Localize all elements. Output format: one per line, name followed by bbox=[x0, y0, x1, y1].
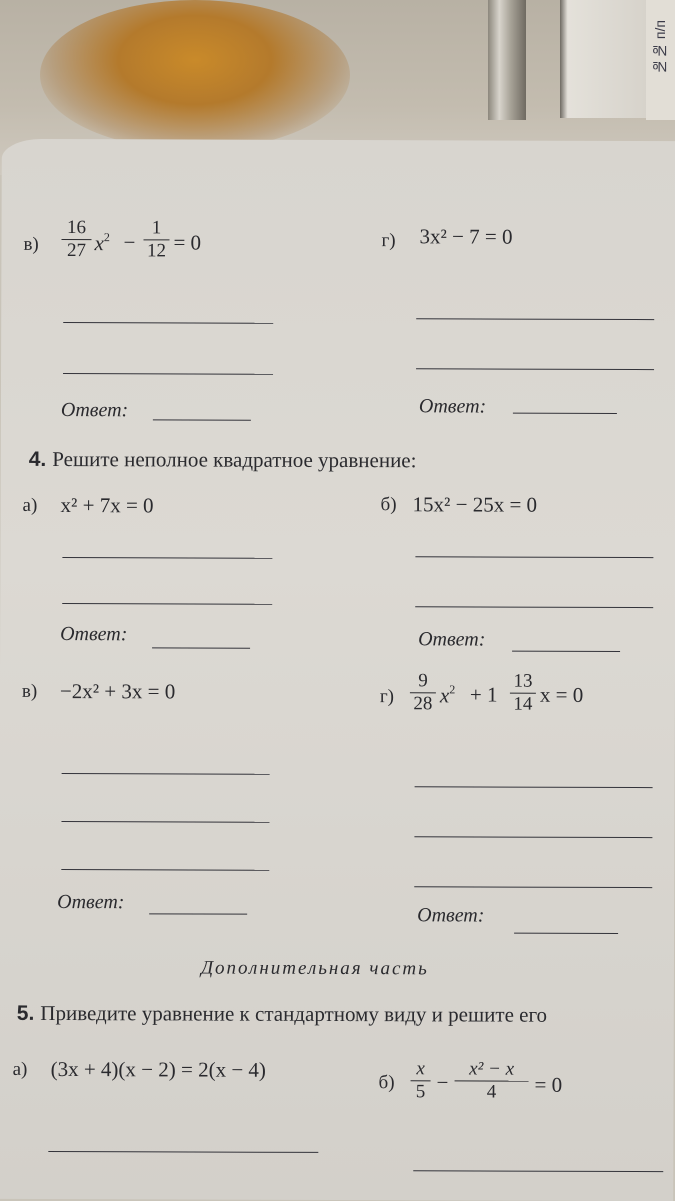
equation-5a: (3x + 4)(x − 2) = 2(x − 4) bbox=[50, 1057, 266, 1082]
answer-blank bbox=[149, 913, 247, 914]
answer-line bbox=[61, 821, 269, 823]
minus-sign: − bbox=[123, 230, 136, 255]
answer-line bbox=[416, 368, 654, 370]
answer-line bbox=[62, 557, 272, 559]
answer-label: Ответ: bbox=[60, 399, 129, 422]
item-label-b: б) bbox=[378, 1072, 395, 1094]
item-label-g: г) bbox=[381, 230, 396, 252]
answer-blank bbox=[152, 647, 250, 648]
minus-sign: − bbox=[436, 1070, 449, 1095]
answer-line bbox=[62, 603, 272, 605]
answer-line bbox=[413, 1170, 663, 1172]
answer-line bbox=[63, 322, 273, 324]
fraction-x2-x-4: $\frac{\text{x² − x}}{4}$ bbox=[454, 1058, 528, 1103]
fraction-1-12: $\frac{1}{12}$ bbox=[143, 217, 169, 262]
equation-4b: 15x² − 25x = 0 bbox=[412, 492, 538, 517]
answer-line bbox=[415, 556, 653, 558]
answer-blank bbox=[514, 933, 618, 934]
answer-blank bbox=[513, 413, 617, 414]
fraction-9-28: $\frac{9}{28}$ bbox=[410, 670, 436, 715]
item-label-a: а) bbox=[12, 1058, 28, 1080]
task-5-heading: 5. Приведите уравнение к стандартному виду и решите его bbox=[16, 1000, 548, 1027]
task-4-heading: 4. Решите неполное квадратное уравнение: bbox=[28, 447, 417, 473]
answer-label: Ответ: bbox=[418, 628, 486, 651]
answer-label: Ответ: bbox=[60, 623, 128, 646]
answer-line bbox=[416, 318, 654, 320]
answer-line bbox=[414, 836, 652, 838]
equation-4a: x² + 7x = 0 bbox=[60, 493, 154, 518]
variable-x: $x^2$ bbox=[94, 230, 110, 256]
extra-section-heading: Дополнительная часть bbox=[200, 957, 429, 980]
answer-label: Ответ: bbox=[418, 395, 487, 418]
fraction-16-27: $\frac{16}{27}$ bbox=[61, 217, 91, 262]
fraction-x-5: $\frac{x}{5}$ bbox=[410, 1058, 430, 1103]
fraction-13-14: $\frac{13}{14}$ bbox=[510, 671, 536, 716]
x-equals-zero: x = 0 bbox=[539, 682, 584, 707]
answer-label: Ответ: bbox=[417, 904, 485, 927]
answer-label: Ответ: bbox=[57, 891, 125, 914]
answer-line bbox=[415, 786, 653, 788]
answer-line bbox=[63, 373, 273, 375]
answer-line bbox=[415, 606, 653, 608]
stamp-label: №№ п/п bbox=[646, 0, 675, 120]
item-label-g: г) bbox=[379, 686, 395, 708]
stacked-books bbox=[560, 0, 655, 118]
answer-line bbox=[414, 886, 652, 888]
plus-one: + 1 bbox=[469, 682, 498, 707]
answer-line bbox=[48, 1151, 318, 1153]
orange-object bbox=[40, 0, 350, 150]
equation-4v: −2x² + 3x = 0 bbox=[59, 679, 176, 704]
equals-zero: = 0 bbox=[173, 230, 202, 255]
answer-blank bbox=[512, 651, 620, 652]
item-label-b: б) bbox=[380, 494, 397, 516]
equals-zero: = 0 bbox=[534, 1072, 563, 1097]
variable-x: $x^2$ bbox=[439, 682, 456, 708]
answer-blank bbox=[153, 419, 251, 420]
equation-3g: 3x² − 7 = 0 bbox=[419, 224, 513, 249]
binder-spine bbox=[488, 0, 526, 120]
worksheet-page bbox=[0, 139, 675, 1201]
item-label-v: в) bbox=[21, 680, 38, 702]
answer-line bbox=[61, 869, 269, 871]
item-label-a: а) bbox=[22, 494, 38, 516]
item-label-v: в) bbox=[23, 233, 39, 255]
answer-line bbox=[62, 773, 270, 775]
